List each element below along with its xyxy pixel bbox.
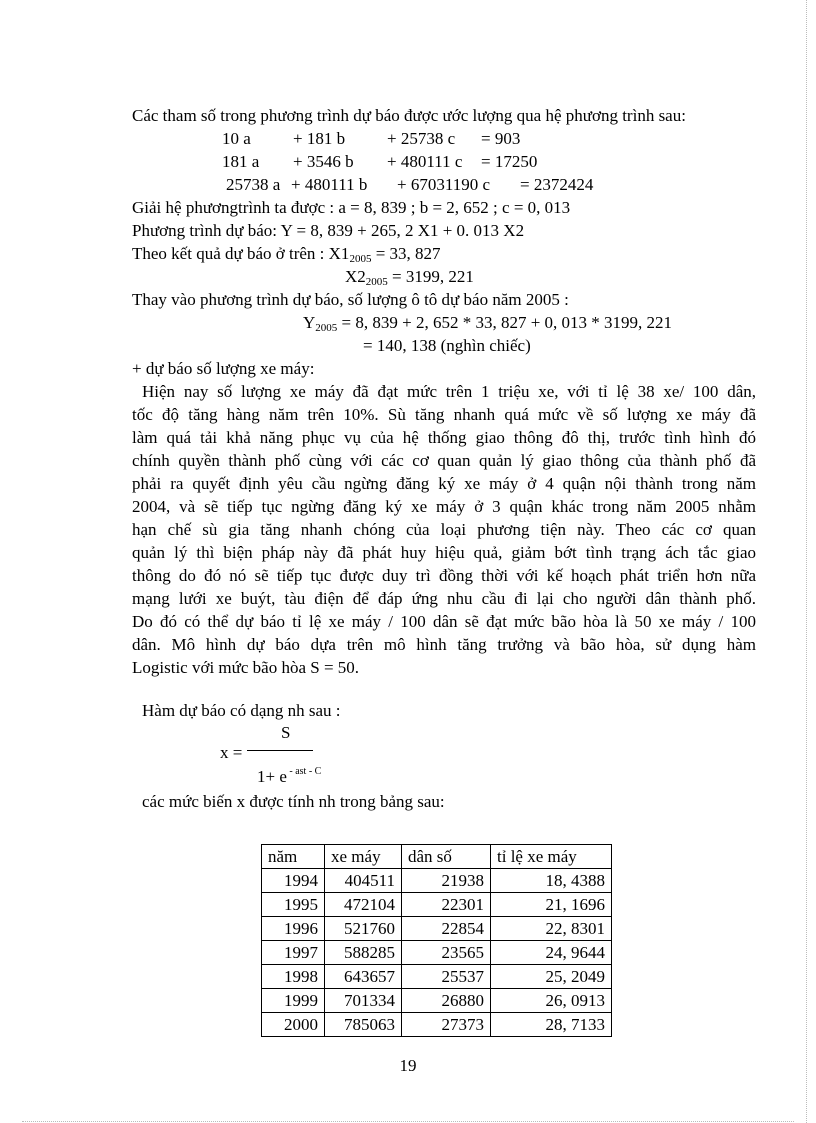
formula-numerator: S — [281, 723, 291, 742]
forecast-result-x1: Theo kết quả dự báo ở trên : $X1_{2005} = 33$, 827 — [132, 244, 441, 265]
formula-denominator: 1+ e $^{- ast - C}$ — [257, 766, 322, 786]
header-cell: năm — [262, 845, 325, 869]
data-table — [261, 844, 612, 1037]
section-heading: + dự báo số lượng xe máy: — [132, 359, 315, 378]
table-container — [255, 844, 635, 1034]
table-row: 1996 521760 22854 22, 8301 — [262, 917, 612, 941]
fraction-bar — [247, 750, 313, 751]
header-cell: dân số — [402, 845, 491, 869]
solution-line: Giải hệ phươngtrình ta được : a = 8, 839 ; b = 2, 652 ; c = 0, 013 — [132, 198, 571, 217]
formula-lhs: x = — [220, 743, 243, 762]
substitute-line: Thay vào phương trình dự báo, số lượng ô tô dự báo năm 2005 : — [132, 290, 569, 309]
y-result: = 140, 138 (nghìn chiếc) — [363, 336, 531, 355]
page-number: 19 — [399, 1056, 417, 1075]
header-cell: tỉ lệ xe máy — [491, 845, 612, 869]
table-row: 1999 701334 26880 26, 0913 — [262, 989, 612, 1013]
intro-text: Các tham số trong phương trình dự báo được ước lượng qua hệ phương trình sau: — [132, 106, 686, 125]
forecast-result-x2: $X2_{2005} = 3199$, 221 — [345, 267, 474, 288]
table-row: 1998 643657 25537 25, 2049 — [262, 965, 612, 989]
page-boundary-right — [806, 0, 807, 1123]
table-row: 1994 404511 21938 18, 4388 — [262, 869, 612, 893]
page-boundary-bottom — [22, 1121, 794, 1122]
table-row: 1995 472104 22301 21, 1696 — [262, 893, 612, 917]
forecast-equation: Phương trình dự báo: Y = 8, 839 + 265, 2 X1 + 0. 013 X2 — [132, 221, 525, 240]
table-row: 1997 588285 23565 24, 9644 — [262, 941, 612, 965]
table-row: 2000 785063 27373 28, 7133 — [262, 1013, 612, 1037]
y-equation: $Y_{2005} = 8$, 839 + 2, 652 * 33, 827 + 0, 013 * 3199, 221 — [303, 313, 673, 334]
header-cell: xe máy — [325, 845, 402, 869]
table-header-row — [262, 845, 612, 869]
function-intro: Hàm dự báo có dạng nh sau : — [142, 701, 341, 720]
table-intro: các mức biến x được tính nh trong bảng sau: — [142, 792, 445, 811]
